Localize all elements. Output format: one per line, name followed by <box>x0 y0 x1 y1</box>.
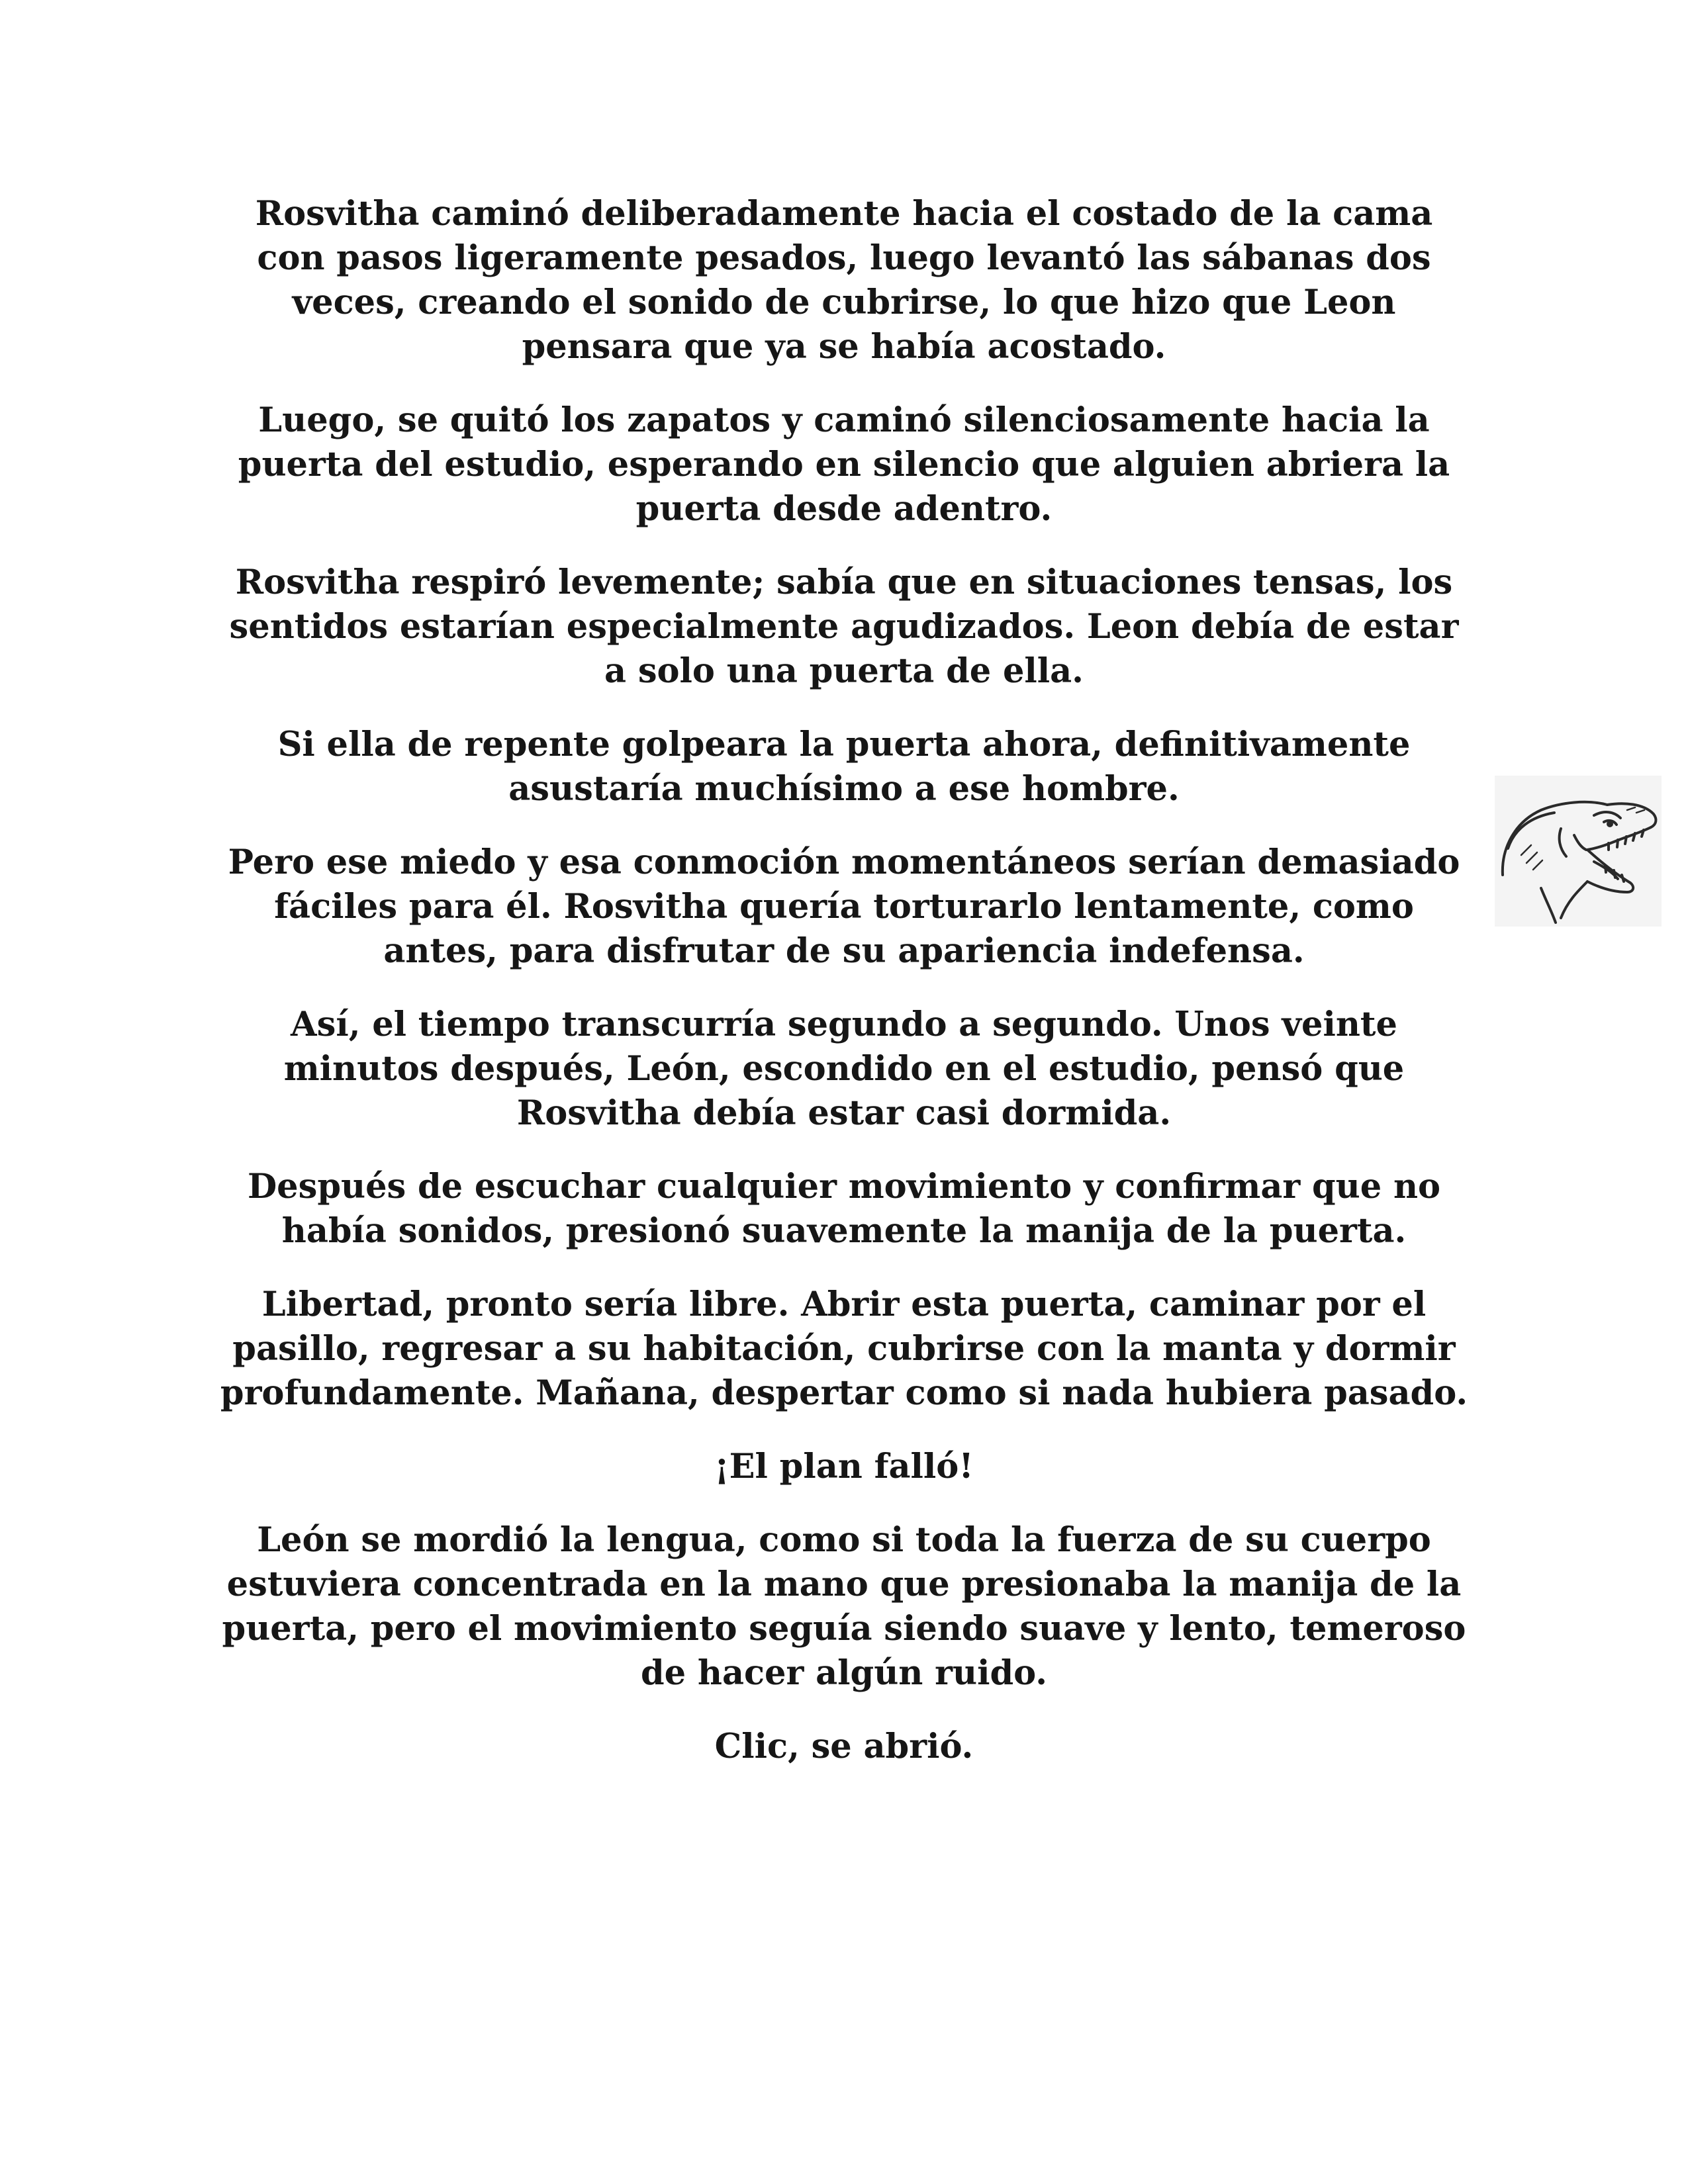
paragraph-10: León se mordió la lengua, como si toda la fuerza de su cuerpo estuviera concentrada en la mano que presionaba la manija de la puerta, pero el movimiento seguía siendo suave y lento, temeroso de hacer algún ruido. <box>222 1520 1466 1693</box>
story-text <box>218 192 1470 1798</box>
paragraph-1: Rosvitha caminó deliberadamente hacia el costado de la cama con pasos ligeramente pesados, luego levantó las sábanas dos veces, creando el sonido de cubrirse, lo que hizo que Leon pensara que ya se había acostado. <box>255 194 1433 367</box>
paragraph-11: Clic, se abrió. <box>714 1727 974 1766</box>
paragraph-4: Si ella de repente golpeara la puerta ahora, definitivamente asustaría muchísimo a ese hombre. <box>277 725 1411 809</box>
paragraph-7: Después de escuchar cualquier movimiento y confirmar que no había sonidos, presionó suavemente la manija de la puerta. <box>247 1167 1441 1251</box>
paragraph-2: Luego, se quitó los zapatos y caminó silenciosamente hacia la puerta del estudio, esperando en silencio que alguien abriera la puerta desde adentro. <box>238 400 1450 529</box>
paragraph-9: ¡El plan falló! <box>714 1447 974 1486</box>
paragraph-5: Pero ese miedo y esa conmoción momentáneos serían demasiado fáciles para él. Rosvitha quería torturarlo lentamente, como antes, para disfrutar de su apariencia indefensa. <box>228 842 1460 971</box>
paragraph-8: Libertad, pronto sería libre. Abrir esta puerta, caminar por el pasillo, regresar a su habitación, cubrirse con la manta y dormir profundamente. Mañana, despertar como si nada hubiera pasado. <box>220 1285 1468 1413</box>
paragraph-3: Rosvitha respiró levemente; sabía que en situaciones tensas, los sentidos estarían especialmente agudizados. Leon debía de estar a solo una puerta de ella. <box>229 563 1459 691</box>
paragraph-6: Así, el tiempo transcurría segundo a segundo. Unos veinte minutos después, León, escondido en el estudio, pensó que Rosvitha debía estar casi dormida. <box>283 1005 1405 1133</box>
dinosaur-head-sketch-icon <box>1495 776 1662 927</box>
